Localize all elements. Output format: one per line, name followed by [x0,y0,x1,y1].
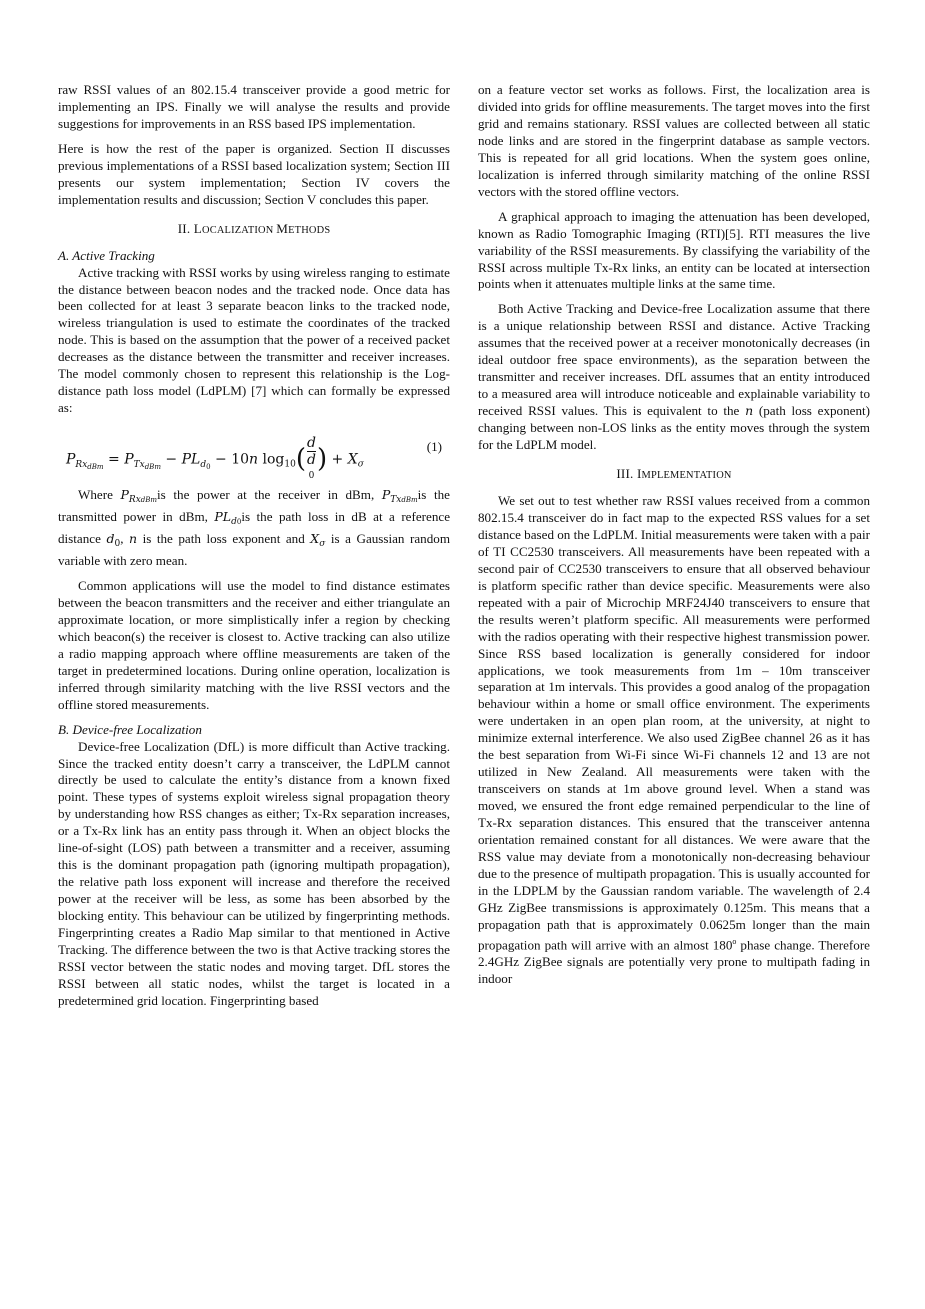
left-column [58,82,450,1010]
intro-paragraph-2: Here is how the rest of the paper is organized. Section II discusses previous implementations of a RSSI based localization system; Section III presents our system implementation; Section IV covers the implementation results and discussion; Section V concludes this paper. [58,140,450,207]
section-heading-ii: II. LOCALIZATION METHODS [177,220,331,236]
equation-1 [58,425,450,482]
rti-paragraph: A graphical approach to imaging the attenuation has been developed, known as Radio Tomographic Imaging (RTI)[5]. RTI measures the live variability of the RSSI measurements. By classifying the variability of the RSSI across multiple Tx-Rx links, an entity can be located at intersection points when it attenuates multiple links at the same time. [478,208,870,292]
subsection-heading-b: B. Device-free Localization [58,721,202,737]
intro-paragraph-1: raw RSSI values of an 802.15.4 transceiver provide a good metric for implementing an IPS. Finally we will analyse the results and provide suggestions for improvements in an RSS based IPS implementation. [58,82,450,131]
where-paragraph: Where $P_{RxdBm}is$ the power at the receiver in dBm, $P_{TxdBm}is$ the transmitted power in dBm, $PL_{d0}is$ the path loss in dB at a reference distance $d_0$, n is the path loss exponent and $X_\sigma$ is a Gaussian random variable with zero mean. [58,487,451,569]
assumptions-paragraph: Both Active Tracking and Device-free Localization assume that there is a unique relationship between RSSI and distance. Active Tracking assumes that the received power at a receiver monotonically decreases (in ideal outdoor free space environments), as the separation between the transmitter and receiver increases. DfL assumes that an entity introduced to a measured area will introduce noticeable and explainable variability to received RSSI values. This is equivalent to the n (path loss exponent) changing between non-LOS links as the entity moves through the system for the LdPLM model. [478,301,870,453]
equation-body: $P_{Rx_{dBm}} = P_{Tx_{dBm}} - PL_{d_0} - 10n$ $\log_{10}$( d d 0 ) + $X_\sigma$ [66,435,364,484]
fingerprinting-continued-paragraph: on a feature vector set works as follows. First, the localization area is divided into grids for offline measurements. The target moves into the first grid and remains stationary. RSSI values are collected between all static node links and are stored in the fingerprint database as sample vectors. This is repeated for all grid locations. When the system goes online, localization is inferred through similarity matching of the online RSSI vectors with the stored offline vectors. [478,82,870,199]
section-number: II. [177,220,191,236]
implementation-paragraph: We set out to test whether raw RSSI values received from a common 802.15.4 transceiver do in fact map to the expected RSS values for a set distance based on the LdPLM. Initial measurements were taken with a pair of TI CC2530 transceivers. All measurements have been repeated with a second pair of CC2530 transceivers to ensure that all observed behaviour is platform specific rather than device specific. Measurements were also repeated with a pair of Microchip MRF24J40 transceivers to ensure that the results weren’t platform specific. All measurements were performed with the radios operating with their respective highest transmission power. Since RSS based localization is generally considered for indoor applications, we took measurements from 1m – 10m transceiver separation at 1m intervals. This provides a good analog of the propagation behaviour within a home or small office environment. The experiments were undertaken in an open plan room, at the university, at night to minimize external interference. We also used ZigBee channel 26 as it has the best separation from Wi-Fi since Wi-Fi channels 12 and 13 are not utilized in New Zealand. All measurements were taken with the transceivers on stands at 1m above ground level. When a stand was moved, we ensured the front edge remained perpendicular to the line of Tx-Rx separation distances. This ensured that the transceiver antenna orientation remained constant for all distances. We were aware that the RSS value may deviate from a monotonically non-decreasing behaviour due to the presence of multipath propagation. This is usually accounted for in the LDPLM by the Gaussian random variable. The wavelength of 2.4 GHz ZigBee transmissions is approximately 0.125m. This means that a propagation path that is approximately 0.0625m longer than the main propagation path will arrive with an almost 180$^o$ phase change. Therefore 2.4GHz ZigBee signals are potentially very prone to multipath fading in indoor [478,492,870,987]
right-paren: ) [316,444,328,475]
active-tracking-paragraph: Active tracking with RSSI works by using wireless ranging to estimate the distance between beacon nodes and the tracked node. Once data has been collected for at least 3 separate beacon links to the tracked node, wireless triangulation is used to estimate the coordinates of the tracked node. This is based on the assumption that the power of a received packet decreases as the distance between the transmitter and receiver increases. The model commonly chosen to represent this relationship is the Log-distance path loss model (LdPLM) [7] which can formally be expressed as: [58,264,450,416]
equation-number: (1) [426,439,442,455]
common-applications-paragraph: Common applications will use the model to find distance estimates between the beacon transmitters and the receiver and either triangulate an approximate location, or more simplistically infer a region by checking which beacon(s) the receiver is closest to. Active tracking can also utilize a radio mapping approach where offline measurements are taken of the target in predetermined locations. During online operation, localization is inferred through similarity matching with the live RSSI vectors and the offline stored measurements. [58,577,450,712]
subsection-heading-a: A. Active Tracking [58,247,155,263]
section-number: III. [616,466,634,482]
right-column [478,82,870,988]
section-heading-iii: III. IMPLEMENTATION [616,466,732,482]
left-paren: ( [295,444,306,475]
device-free-paragraph: Device-free Localization (DfL) is more difficult than Active tracking. Since the tracked entity doesn’t carry a transceiver, the LdPLM cannot directly be used to calculate the entity’s distance from a known fixed point. These types of systems exploit wireless signal propagation theory by understanding how RSS changes as either; Tx-Rx separation increases, or a Tx-Rx link has an entity pass through it. When an object blocks the line-of-sight (LOS) path between a transmitter and a receiver, assuming this is the dominant propagation path (ignoring multipath propagation), the relative path loss exponent will increase and therefore the received power at the receiver will be less, as some has been absorbed by the blocking entity. This behaviour can be utilized by fingerprinting methods. Fingerprinting creates a Radio Map similar to that mentioned in Active Tracking. The difference between the two is that Active tracking stores the RSSI vector between the static nodes and moving target. DfL stores the RSSI between all static nodes, whilst the target is located in a predetermined grid location. Fingerprinting based [58,738,450,1008]
fraction: d d 0 [307,435,316,484]
